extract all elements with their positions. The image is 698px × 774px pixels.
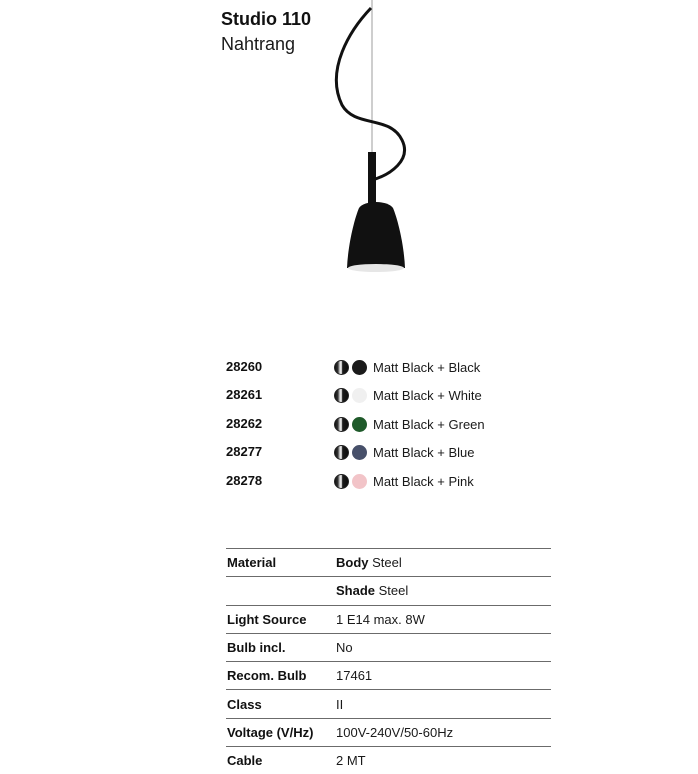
matt-black-swatch-icon xyxy=(334,388,349,403)
spec-value: 1 E14 max. 8W xyxy=(336,605,551,633)
variant-row xyxy=(226,470,526,498)
variant-name: Matt Black + Pink xyxy=(373,473,474,489)
variant-swatches xyxy=(334,417,367,432)
spec-row-light-source xyxy=(226,605,551,633)
spec-row-bulb-incl xyxy=(226,633,551,661)
product-title: Studio 110 xyxy=(221,9,312,29)
lamp-shade-inner xyxy=(348,264,404,272)
spec-label: Recom. Bulb xyxy=(226,662,336,690)
variant-row xyxy=(226,413,526,441)
product-designer: Nahtrang xyxy=(221,34,296,54)
matt-black-swatch-icon xyxy=(334,445,349,460)
spec-label: Class xyxy=(226,690,336,718)
lamp-stem xyxy=(368,152,376,204)
variant-code: 28261 xyxy=(226,387,263,403)
variant-row xyxy=(226,441,526,469)
body-value: Steel xyxy=(372,555,402,571)
variant-row xyxy=(226,384,526,412)
spec-label: Light Source xyxy=(226,605,336,633)
spec-label: Bulb incl. xyxy=(226,633,336,661)
spec-row-shade xyxy=(226,577,551,605)
body-label: Body xyxy=(336,555,369,571)
matt-black-swatch-icon xyxy=(334,417,349,432)
variant-row xyxy=(226,356,526,384)
spec-value: 100V-240V/50-60Hz xyxy=(336,718,551,746)
spec-row-cable xyxy=(226,747,551,774)
variant-code: 28277 xyxy=(226,444,263,460)
spec-value: No xyxy=(336,633,551,661)
variant-name: Matt Black + Black xyxy=(373,360,481,375)
spec-row-recom-bulb xyxy=(226,662,551,690)
matt-black-swatch-icon xyxy=(334,474,349,489)
variant-code: 28260 xyxy=(226,359,263,374)
variant-code: 28278 xyxy=(226,472,263,488)
shade-value: Steel xyxy=(378,583,409,599)
spec-row-material xyxy=(226,549,551,577)
shade-color-swatch-icon xyxy=(352,360,367,375)
variant-swatches xyxy=(334,388,367,403)
variant-swatches xyxy=(334,474,367,489)
spec-row-voltage xyxy=(226,718,551,746)
pendant-lamp-image xyxy=(320,0,420,290)
shade-label: Shade xyxy=(336,583,376,599)
lamp-shade xyxy=(347,202,405,268)
spec-value-shade xyxy=(336,577,551,605)
variant-list xyxy=(226,356,526,498)
shade-color-swatch-icon xyxy=(352,388,367,403)
spec-label-empty xyxy=(226,577,336,605)
spec-value: II xyxy=(336,690,551,718)
variant-name: Matt Black + Green xyxy=(373,416,485,432)
spec-value: 2 MT xyxy=(336,747,551,774)
spec-value: 17461 xyxy=(336,662,551,690)
variant-swatches xyxy=(334,445,367,460)
spec-value-body xyxy=(336,549,551,577)
shade-color-swatch-icon xyxy=(352,417,367,432)
spec-label: Voltage (V/Hz) xyxy=(226,718,336,746)
variant-swatches xyxy=(334,360,367,375)
spec-label: Material xyxy=(226,549,336,577)
spec-table xyxy=(226,548,551,774)
shade-color-swatch-icon xyxy=(352,474,367,489)
variant-code: 28262 xyxy=(226,415,263,431)
shade-color-swatch-icon xyxy=(352,445,367,460)
variant-name: Matt Black + White xyxy=(373,388,482,404)
spec-label: Cable xyxy=(226,747,336,774)
variant-name: Matt Black + Blue xyxy=(373,445,475,461)
matt-black-swatch-icon xyxy=(334,360,349,375)
spec-row-class xyxy=(226,690,551,718)
